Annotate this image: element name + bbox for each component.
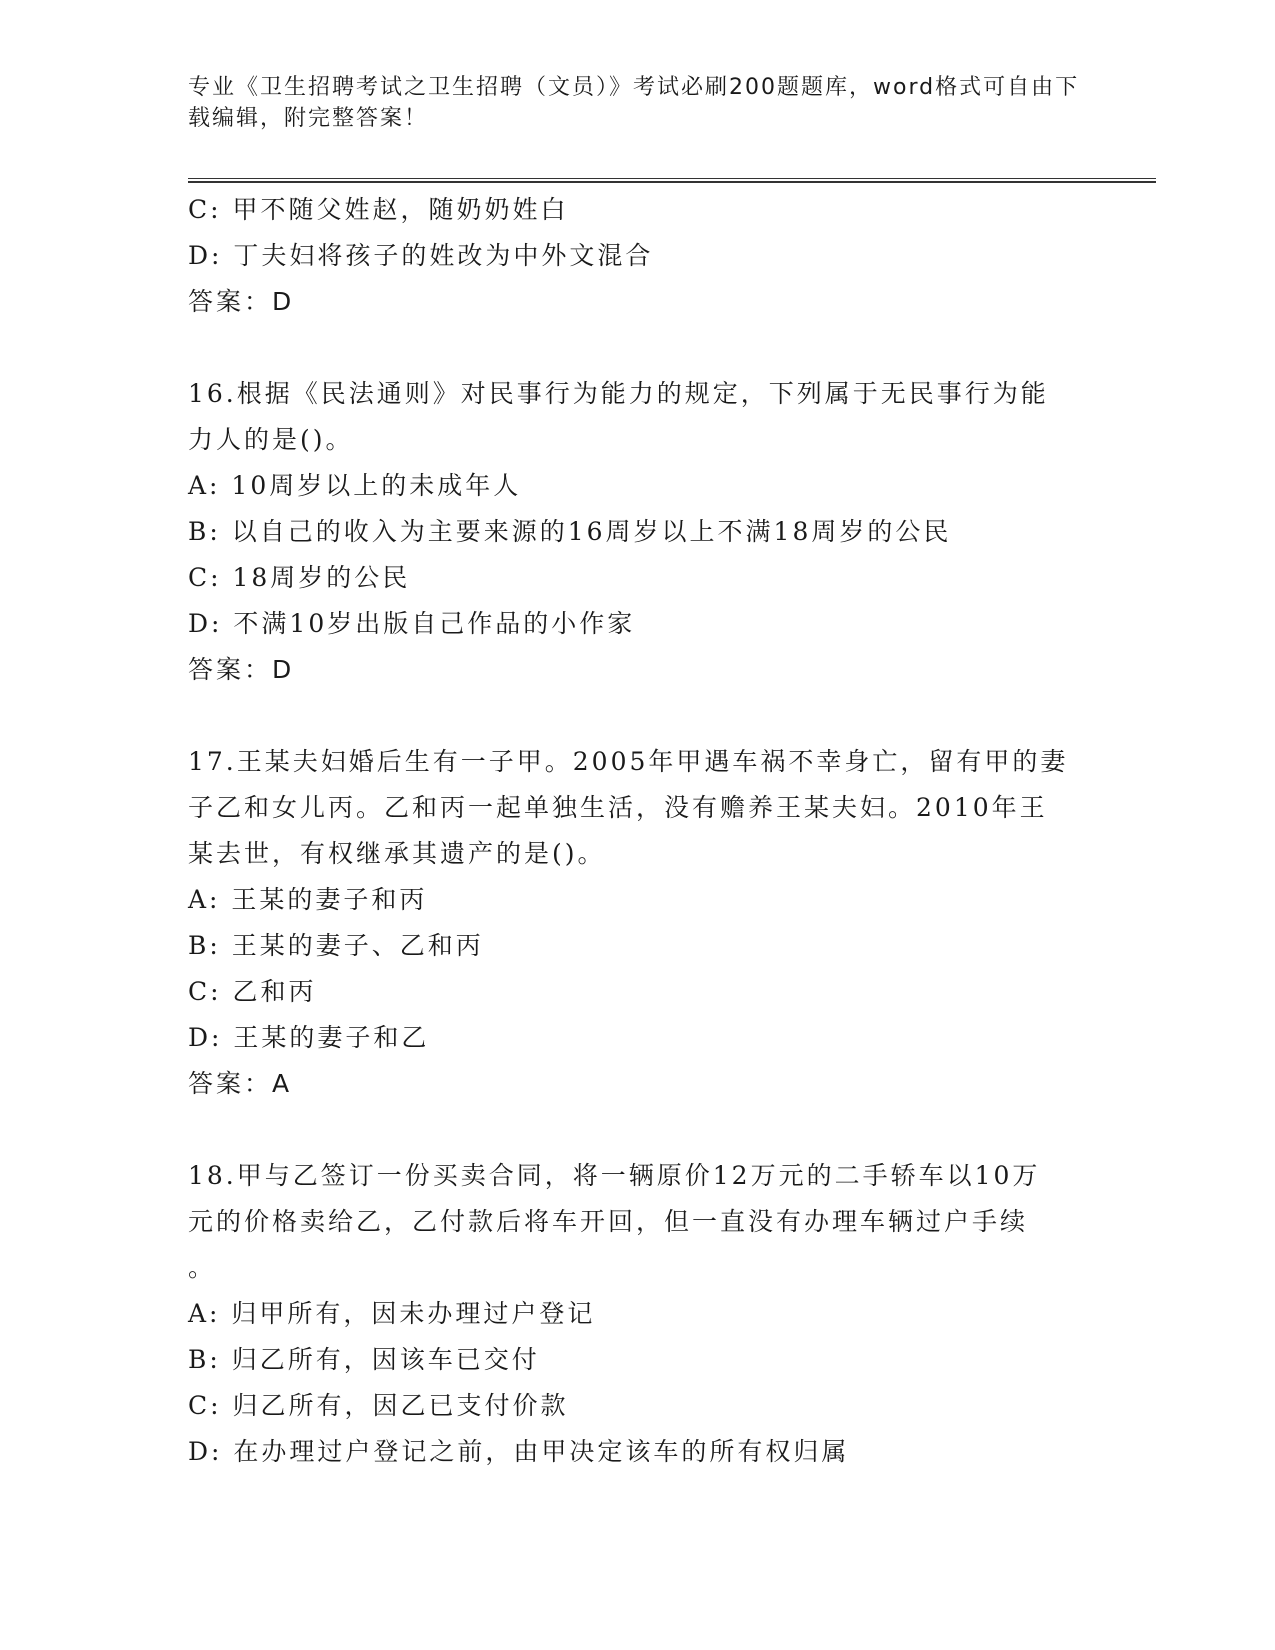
question-stem: 16.根据《民法通则》对民事行为能力的规定，下列属于无民事行为能 bbox=[188, 379, 1049, 408]
question-stem: 元的价格卖给乙，乙付款后将车开回，但一直没有办理车辆过户手续 bbox=[188, 1207, 1029, 1236]
option-a: A: 王某的妻子和丙 bbox=[188, 885, 428, 914]
question-spacer bbox=[188, 1107, 1088, 1153]
option-b: B: 王某的妻子、乙和丙 bbox=[188, 931, 484, 960]
option-c: C: 乙和丙 bbox=[188, 977, 317, 1006]
answer-line: 答案：D bbox=[188, 287, 295, 316]
question-16 bbox=[188, 371, 1088, 693]
answer-line: 答案：A bbox=[188, 1069, 293, 1098]
question-stem: 17.王某夫妇婚后生有一子甲。2005年甲遇车祸不幸身亡，留有甲的妻 bbox=[188, 747, 1069, 776]
page-header: 专业《卫生招聘考试之卫生招聘（文员）》考试必刷200题题库，word格式可自由下载编辑，附完整答案！ bbox=[188, 75, 1080, 131]
question-17 bbox=[188, 739, 1088, 1107]
question-stem: 18.甲与乙签订一份买卖合同，将一辆原价12万元的二手轿车以10万 bbox=[188, 1161, 1041, 1190]
option-c: C: 归乙所有，因乙已支付价款 bbox=[188, 1391, 569, 1420]
option-a: A: 10周岁以上的未成年人 bbox=[188, 471, 522, 500]
question-stem: 力人的是()。 bbox=[188, 425, 354, 454]
option-b: B: 归乙所有，因该车已交付 bbox=[188, 1345, 540, 1374]
header-divider bbox=[188, 178, 1156, 183]
question-spacer bbox=[188, 325, 1088, 371]
question-content bbox=[188, 187, 1088, 1475]
question-spacer bbox=[188, 693, 1088, 739]
question-stem: 子乙和女儿丙。乙和丙一起单独生活，没有赡养王某夫妇。2010年王 bbox=[188, 793, 1048, 822]
option-d: D: 在办理过户登记之前，由甲决定该车的所有权归属 bbox=[188, 1437, 850, 1466]
option-b: B: 以自己的收入为主要来源的16周岁以上不满18周岁的公民 bbox=[188, 517, 952, 546]
question-18 bbox=[188, 1153, 1088, 1475]
option-c: C: 18周岁的公民 bbox=[188, 563, 411, 592]
question-stem: 某去世，有权继承其遗产的是()。 bbox=[188, 839, 606, 868]
option-c: C: 甲不随父姓赵，随奶奶姓白 bbox=[188, 195, 569, 224]
option-d: D: 不满10岁出版自己作品的小作家 bbox=[188, 609, 636, 638]
option-d: D: 丁夫妇将孩子的姓改为中外文混合 bbox=[188, 241, 654, 270]
question-stem: 。 bbox=[188, 1253, 217, 1282]
answer-line: 答案：D bbox=[188, 655, 295, 684]
option-d: D: 王某的妻子和乙 bbox=[188, 1023, 430, 1052]
option-a: A: 归甲所有，因未办理过户登记 bbox=[188, 1299, 596, 1328]
question-15 bbox=[188, 187, 1088, 325]
